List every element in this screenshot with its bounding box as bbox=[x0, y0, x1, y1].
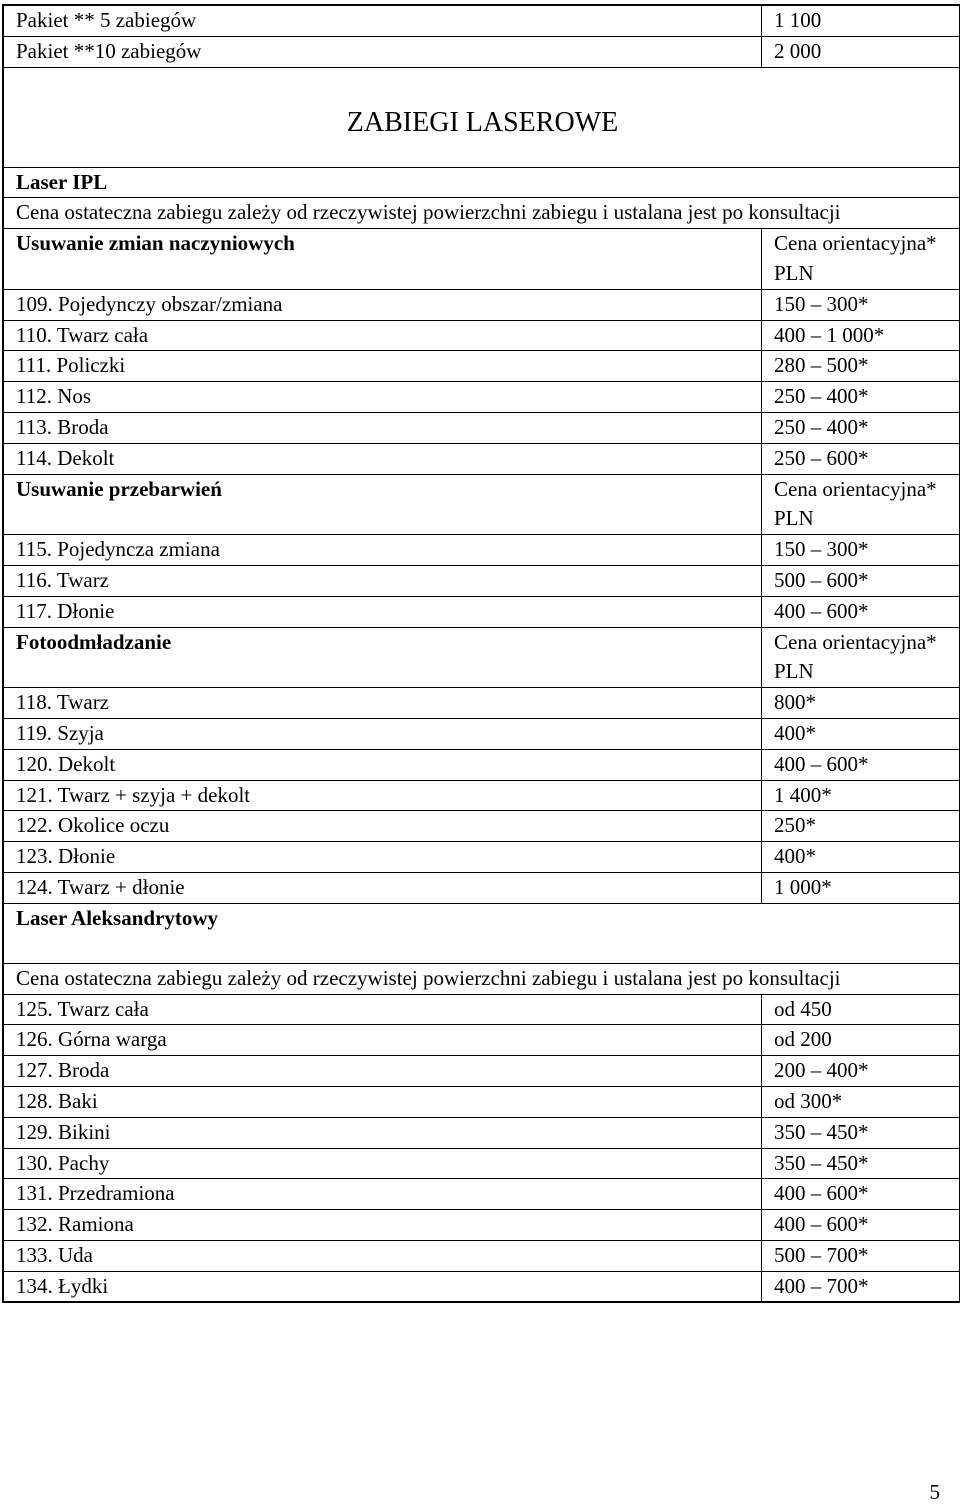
table-row bbox=[3, 474, 960, 535]
table-row bbox=[3, 749, 960, 780]
table-row bbox=[3, 1148, 960, 1179]
item-price: 400 – 600* bbox=[762, 749, 960, 780]
item-name: 134. Łydki bbox=[3, 1271, 762, 1302]
table-row bbox=[3, 994, 960, 1025]
section-title-row bbox=[3, 67, 960, 167]
item-name: 129. Bikini bbox=[3, 1117, 762, 1148]
price-table bbox=[2, 4, 960, 1303]
table-row bbox=[3, 5, 960, 36]
item-price: 250 – 600* bbox=[762, 443, 960, 474]
item-price: 350 – 450* bbox=[762, 1117, 960, 1148]
item-name: 113. Broda bbox=[3, 412, 762, 443]
table-row bbox=[3, 167, 960, 198]
item-name: 116. Twarz bbox=[3, 565, 762, 596]
table-row bbox=[3, 289, 960, 320]
item-name: 130. Pachy bbox=[3, 1148, 762, 1179]
item-price: 400* bbox=[762, 718, 960, 749]
item-price: 500 – 600* bbox=[762, 565, 960, 596]
price-header: Cena orientacyjna* PLN bbox=[762, 229, 960, 290]
laser-aleksandrytowy-note: Cena ostateczna zabiegu zależy od rzeczywistej powierzchni zabiegu i ustalana jest po konsultacji bbox=[3, 963, 960, 994]
item-price: 350 – 450* bbox=[762, 1148, 960, 1179]
item-name: 126. Górna warga bbox=[3, 1025, 762, 1056]
item-name: 121. Twarz + szyja + dekolt bbox=[3, 780, 762, 811]
table-row bbox=[3, 443, 960, 474]
table-row bbox=[3, 565, 960, 596]
item-price: 800* bbox=[762, 688, 960, 719]
package-price: 1 100 bbox=[762, 5, 960, 36]
item-name: 119. Szyja bbox=[3, 718, 762, 749]
page-number: 5 bbox=[929, 1480, 940, 1504]
item-name: 111. Policzki bbox=[3, 351, 762, 382]
table-row bbox=[3, 382, 960, 413]
table-row bbox=[3, 229, 960, 290]
laser-ipl-note: Cena ostateczna zabiegu zależy od rzeczywistej powierzchni zabiegu i ustalana jest po konsultacji bbox=[3, 198, 960, 229]
price-table-body bbox=[3, 5, 960, 1302]
price-header: Cena orientacyjna* PLN bbox=[762, 474, 960, 535]
item-price: 400 – 600* bbox=[762, 1210, 960, 1241]
package-price: 2 000 bbox=[762, 36, 960, 67]
item-name: 123. Dłonie bbox=[3, 842, 762, 873]
item-price: 500 – 700* bbox=[762, 1240, 960, 1271]
item-price: 400 – 1 000* bbox=[762, 320, 960, 351]
item-price: 250 – 400* bbox=[762, 412, 960, 443]
table-row bbox=[3, 320, 960, 351]
table-row bbox=[3, 1056, 960, 1087]
item-price: 200 – 400* bbox=[762, 1056, 960, 1087]
laser-aleksandrytowy-heading: Laser Aleksandrytowy bbox=[3, 903, 960, 963]
table-row bbox=[3, 198, 960, 229]
item-price: 250* bbox=[762, 811, 960, 842]
price-header: Cena orientacyjna* PLN bbox=[762, 627, 960, 688]
item-name: 120. Dekolt bbox=[3, 749, 762, 780]
item-price: 400 – 600* bbox=[762, 596, 960, 627]
table-row bbox=[3, 963, 960, 994]
item-name: 110. Twarz cała bbox=[3, 320, 762, 351]
table-row bbox=[3, 842, 960, 873]
table-row bbox=[3, 535, 960, 566]
item-name: 132. Ramiona bbox=[3, 1210, 762, 1241]
table-row bbox=[3, 627, 960, 688]
table-row bbox=[3, 1179, 960, 1210]
item-name: 115. Pojedyncza zmiana bbox=[3, 535, 762, 566]
item-price: 400* bbox=[762, 842, 960, 873]
table-row bbox=[3, 903, 960, 963]
package-name: Pakiet **10 zabiegów bbox=[3, 36, 762, 67]
table-row bbox=[3, 688, 960, 719]
table-row bbox=[3, 412, 960, 443]
item-price: od 450 bbox=[762, 994, 960, 1025]
item-name: 125. Twarz cała bbox=[3, 994, 762, 1025]
item-price: 150 – 300* bbox=[762, 289, 960, 320]
table-row bbox=[3, 596, 960, 627]
table-row bbox=[3, 718, 960, 749]
item-price: 400 – 700* bbox=[762, 1271, 960, 1302]
laser-ipl-heading: Laser IPL bbox=[3, 167, 960, 198]
package-name: Pakiet ** 5 zabiegów bbox=[3, 5, 762, 36]
section-title: ZABIEGI LASEROWE bbox=[3, 67, 960, 167]
item-name: 127. Broda bbox=[3, 1056, 762, 1087]
table-row bbox=[3, 36, 960, 67]
item-name: 118. Twarz bbox=[3, 688, 762, 719]
item-name: 128. Baki bbox=[3, 1086, 762, 1117]
item-price: 1 000* bbox=[762, 872, 960, 903]
item-name: 112. Nos bbox=[3, 382, 762, 413]
item-price: 400 – 600* bbox=[762, 1179, 960, 1210]
table-row bbox=[3, 1240, 960, 1271]
item-name: 131. Przedramiona bbox=[3, 1179, 762, 1210]
table-row bbox=[3, 1271, 960, 1302]
item-price: 250 – 400* bbox=[762, 382, 960, 413]
table-row bbox=[3, 1117, 960, 1148]
item-price: 280 – 500* bbox=[762, 351, 960, 382]
item-price: 1 400* bbox=[762, 780, 960, 811]
group-heading: Usuwanie przebarwień bbox=[3, 474, 762, 535]
item-name: 114. Dekolt bbox=[3, 443, 762, 474]
item-name: 117. Dłonie bbox=[3, 596, 762, 627]
table-row bbox=[3, 780, 960, 811]
table-row bbox=[3, 1086, 960, 1117]
table-row bbox=[3, 1210, 960, 1241]
table-row bbox=[3, 811, 960, 842]
table-row bbox=[3, 1025, 960, 1056]
table-row bbox=[3, 351, 960, 382]
group-heading: Fotoodmładzanie bbox=[3, 627, 762, 688]
item-name: 124. Twarz + dłonie bbox=[3, 872, 762, 903]
item-name: 109. Pojedynczy obszar/zmiana bbox=[3, 289, 762, 320]
table-row bbox=[3, 872, 960, 903]
item-price: od 200 bbox=[762, 1025, 960, 1056]
item-name: 133. Uda bbox=[3, 1240, 762, 1271]
item-price: od 300* bbox=[762, 1086, 960, 1117]
group-heading: Usuwanie zmian naczyniowych bbox=[3, 229, 762, 290]
item-name: 122. Okolice oczu bbox=[3, 811, 762, 842]
item-price: 150 – 300* bbox=[762, 535, 960, 566]
